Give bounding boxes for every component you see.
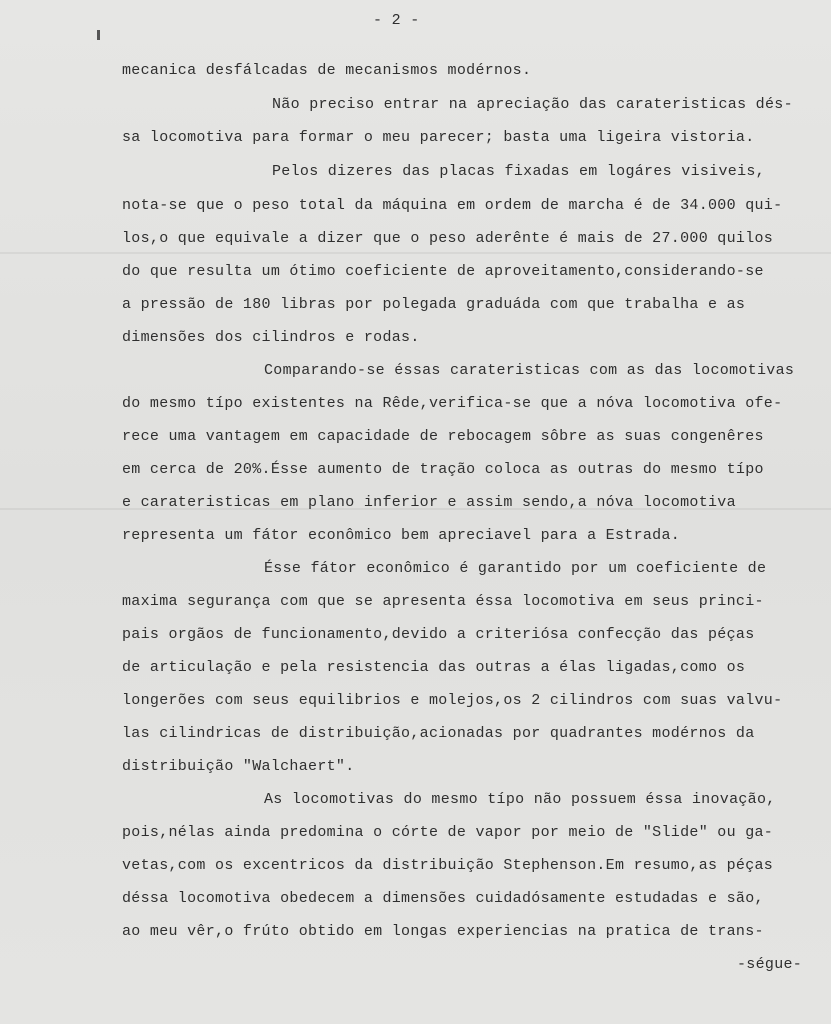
text-line: nota-se que o peso total da máquina em ordem de marcha é de 34.000 qui- xyxy=(122,197,783,214)
text-line: rece uma vantagem em capacidade de rebocagem sôbre as suas congenêres xyxy=(122,428,764,445)
page-number: - 2 - xyxy=(373,12,420,29)
text-line: As locomotivas do mesmo típo não possuem éssa inovação, xyxy=(264,791,776,808)
paper-fold xyxy=(0,252,831,254)
text-line: Comparando-se éssas carateristicas com as das locomotivas xyxy=(264,362,795,379)
text-line: vetas,com os excentricos da distribuição Stephenson.Em resumo,as péças xyxy=(122,857,774,874)
text-line: déssa locomotiva obedecem a dimensões cuidadósamente estudadas e são, xyxy=(122,890,764,907)
text-line: do mesmo típo existentes na Rêde,verifica-se que a nóva locomotiva ofe- xyxy=(122,395,783,412)
text-line: a pressão de 180 libras por polegada graduáda com que trabalha e as xyxy=(122,296,746,313)
text-line: Ésse fátor econômico é garantido por um coeficiente de xyxy=(264,560,767,577)
text-line: los,o que equivale a dizer que o peso aderênte é mais de 27.000 quilos xyxy=(122,230,774,247)
text-line: las cilindricas de distribuição,acionadas por quadrantes modérnos da xyxy=(122,725,755,742)
text-line: pais orgãos de funcionamento,devido a criteriósa confecção das péças xyxy=(122,626,755,643)
text-line: pois,nélas ainda predomina o córte de vapor por meio de "Slide" ou ga- xyxy=(122,824,774,841)
text-line: sa locomotiva para formar o meu parecer; basta uma ligeira vistoria. xyxy=(122,129,755,146)
text-line: ao meu vêr,o frúto obtido em longas experiencias na pratica de trans- xyxy=(122,923,764,940)
text-line: Pelos dizeres das placas fixadas em logáres visiveis, xyxy=(272,163,765,180)
text-line: representa um fátor econômico bem apreciavel para a Estrada. xyxy=(122,527,681,544)
text-line: mecanica desfálcadas de mecanismos modérnos. xyxy=(122,62,532,79)
text-line: longerões com seus equilibrios e molejos,os 2 cilindros com suas valvu- xyxy=(122,692,783,709)
text-line: do que resulta um ótimo coeficiente de aproveitamento,considerando-se xyxy=(122,263,764,280)
text-line: e carateristicas em plano inferior e assim sendo,a nóva locomotiva xyxy=(122,494,736,511)
text-line: distribuição "Walchaert". xyxy=(122,758,355,775)
text-line: maxima segurança com que se apresenta éssa locomotiva em seus princi- xyxy=(122,593,764,610)
punch-mark xyxy=(97,30,100,40)
continuation-note: -ségue- xyxy=(737,956,803,973)
text-line: dimensões dos cilindros e rodas. xyxy=(122,329,420,346)
text-line: em cerca de 20%.Ésse aumento de tração coloca as outras do mesmo típo xyxy=(122,461,764,478)
text-line: de articulação e pela resistencia das outras a élas ligadas,como os xyxy=(122,659,746,676)
text-line: Não preciso entrar na apreciação das carateristicas dés- xyxy=(272,96,793,113)
